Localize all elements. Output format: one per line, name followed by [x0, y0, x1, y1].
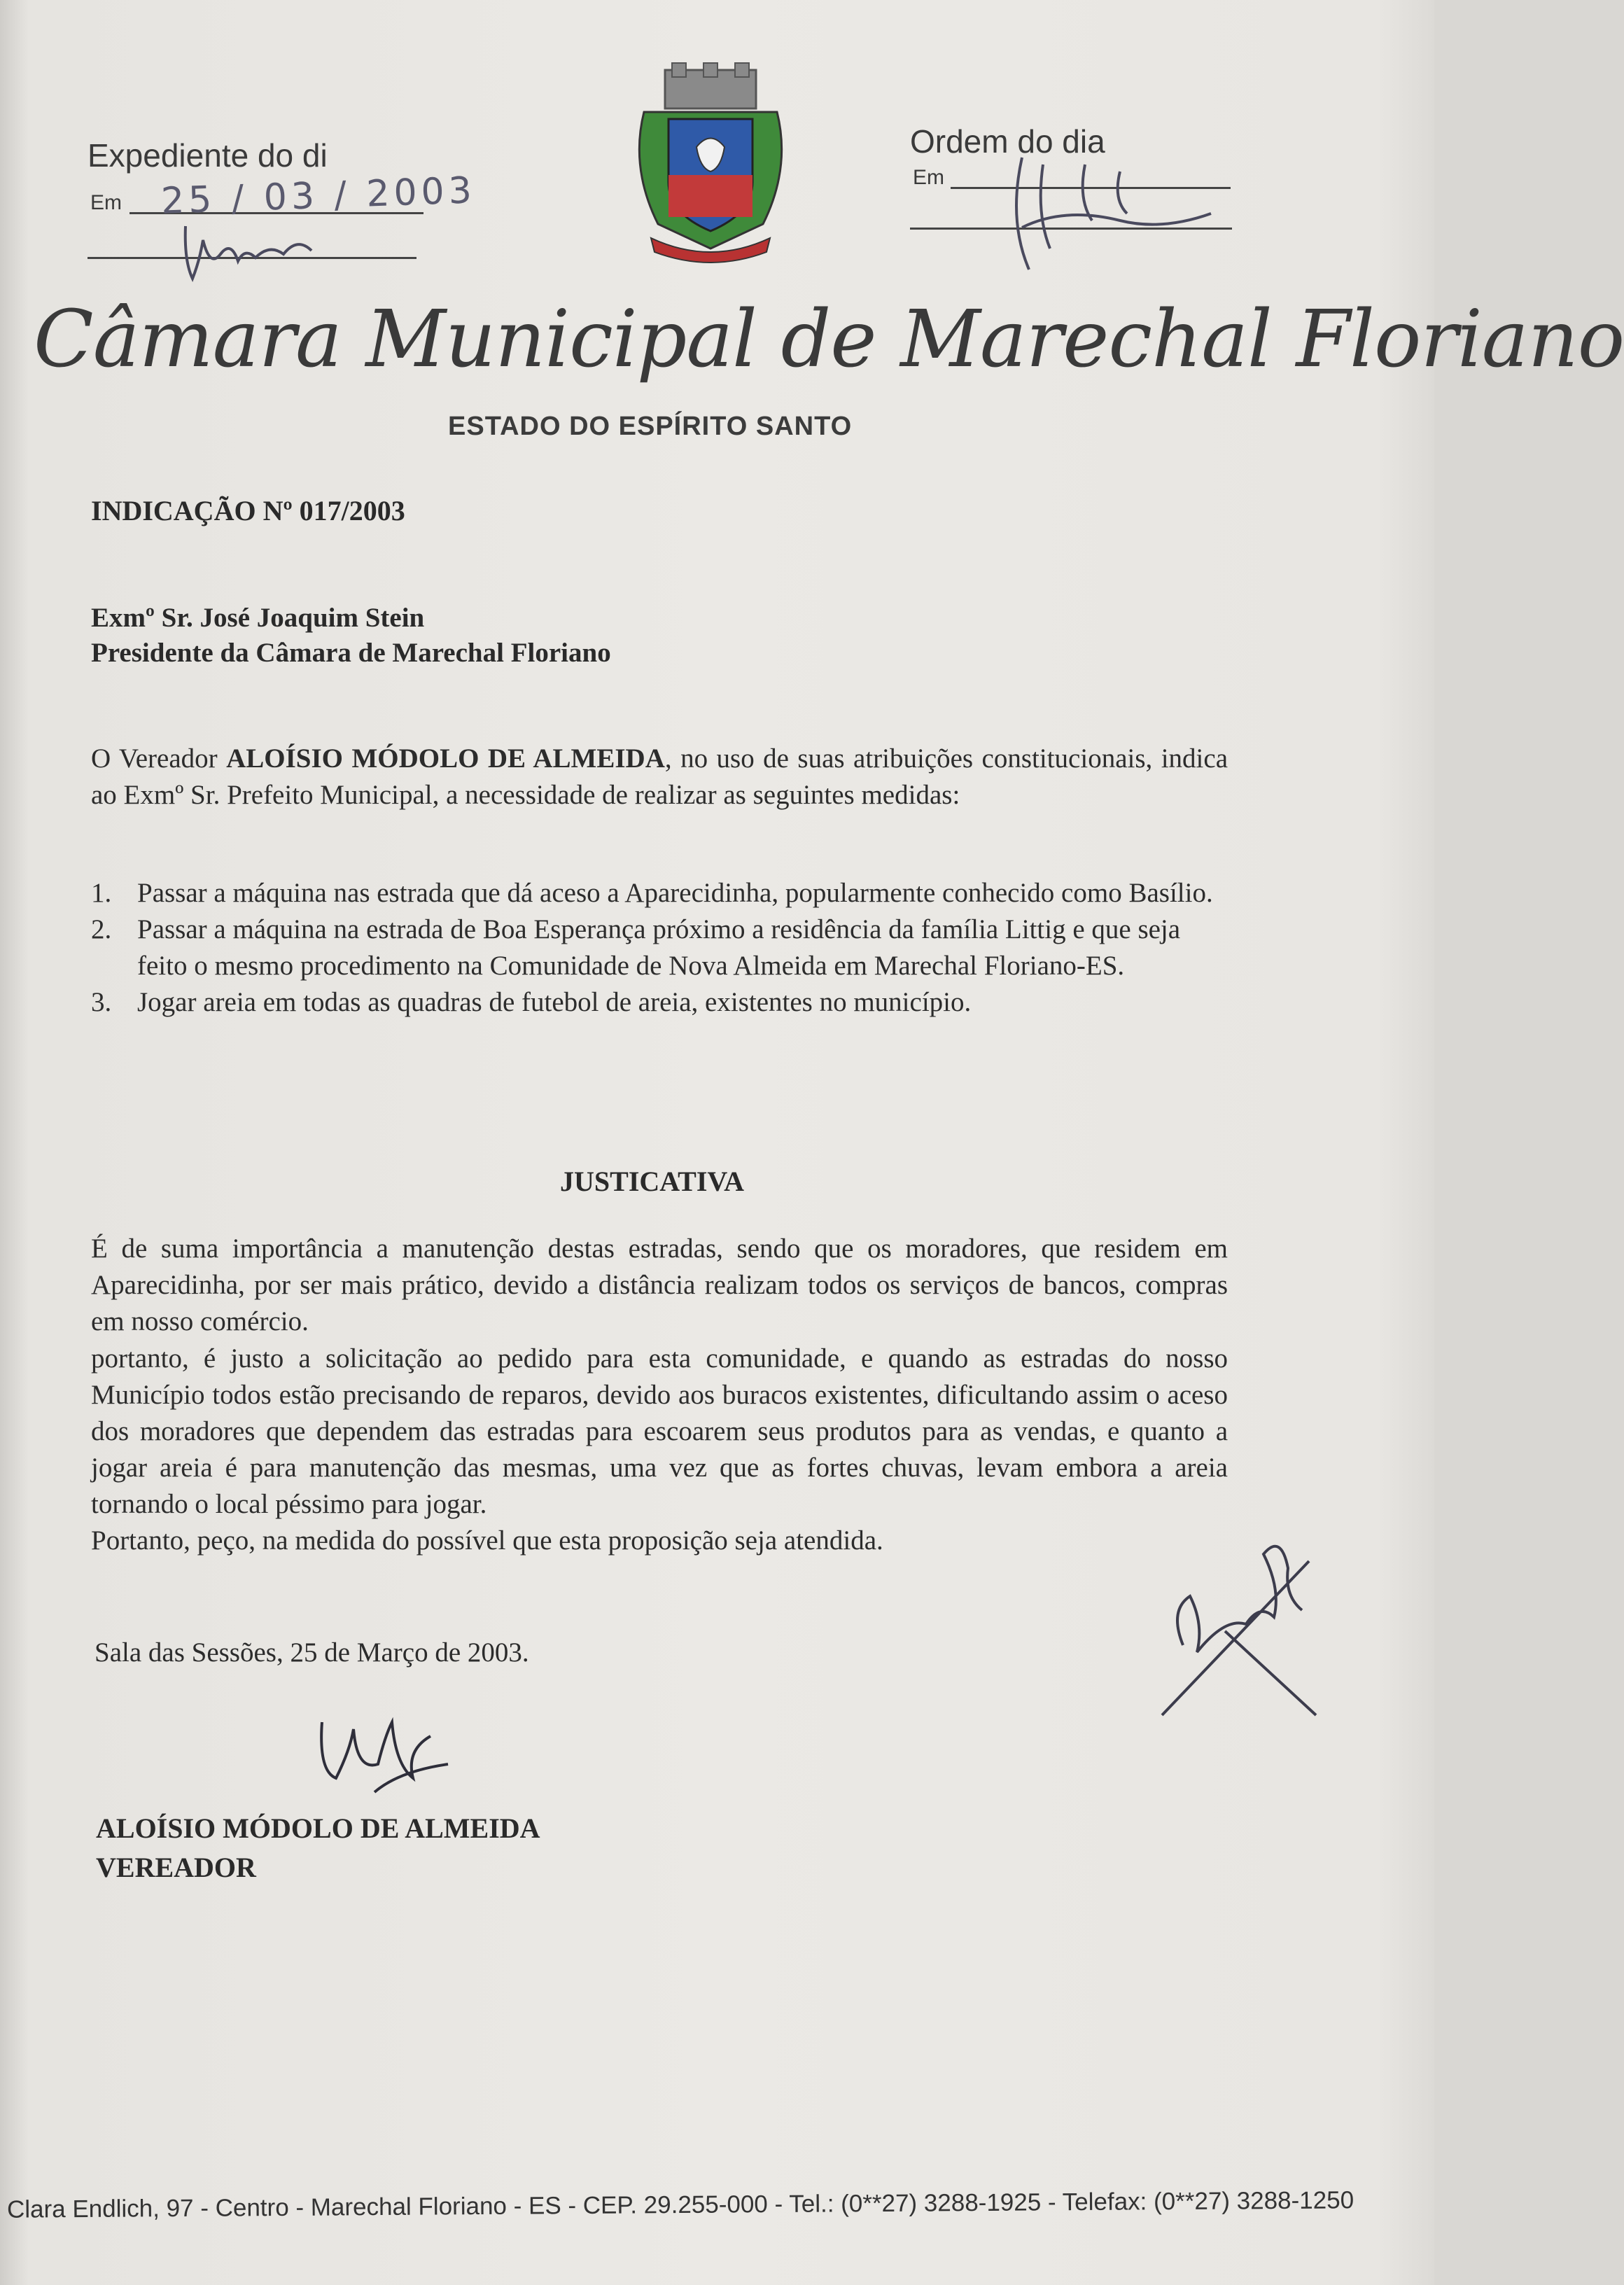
justification-paragraph-3: Portanto, peço, na medida do possível que esta proposição seja atendida. — [91, 1525, 883, 1556]
expediente-handwritten-date: 25 / 03 / 2003 — [160, 169, 477, 223]
signer-title: VEREADOR — [96, 1852, 256, 1883]
councilor-signature — [308, 1708, 462, 1813]
footer-address: Clara Endlich, 97 - Centro - Marechal Floriano - ES - CEP. 29.255-000 - Tel.: (0**27) 3288-1925 - Telefax: (0**27) 3288-1250 — [6, 2186, 1354, 2223]
justification-paragraph-1: É de suma importância a manutenção destas estradas, sendo que os moradores, que residem em Aparecidinha, por ser mais prático, devido a distância realizam todos os serviços de bancos, compras em nosso comércio. — [91, 1234, 1228, 1336]
ordem-do-dia-stamp-em-label: Em — [913, 166, 944, 189]
signer-name: ALOÍSIO MÓDOLO DE ALMEIDA — [96, 1812, 540, 1844]
list-item — [91, 984, 1228, 1021]
expediente-stamp-em-label: Em — [90, 191, 122, 214]
expediente-initials — [172, 212, 354, 289]
municipal-coat-of-arms — [616, 63, 805, 273]
expediente-stamp — [88, 137, 477, 277]
list-item — [91, 875, 1228, 911]
recipient-title: Presidente da Câmara de Marechal Floriano — [91, 638, 611, 668]
justification-heading: JUSTICATIVA — [560, 1166, 745, 1197]
ordem-do-dia-stamp-title: Ordem do dia — [910, 123, 1105, 160]
ordem-do-dia-stamp — [910, 123, 1246, 270]
state-subtitle: ESTADO DO ESPÍRITO SANTO — [448, 412, 853, 441]
intro-paragraph — [91, 741, 1228, 813]
intro-prefix: O Vereador — [91, 743, 227, 774]
institution-masthead: Câmara Municipal de Marechal Floriano — [34, 294, 1624, 385]
councilor-name: ALOÍSIO MÓDOLO DE ALMEIDA — [226, 743, 665, 774]
expediente-stamp-title: Expediente do di — [88, 137, 328, 174]
measure-text: Passar a máquina na estrada de Boa Esperança próximo a residência da família Littig e que seja feito o mesmo procedimento na Comunidade de Nova Almeida em Marechal Floriano-ES. — [137, 914, 1181, 981]
measure-number: 2. — [91, 914, 112, 944]
place-and-date: Sala das Sessões, 25 de Março de 2003. — [94, 1637, 529, 1668]
measure-number: 1. — [91, 878, 112, 908]
indication-number: INDICAÇÃO Nº 017/2003 — [91, 495, 405, 526]
intro-suffix: , no uso de suas atribuições constitucionais, indica ao Exmº Sr. Prefeito Municipal, a necessidade de realizar as seguintes medidas: — [91, 743, 1228, 810]
list-item — [91, 911, 1228, 984]
measure-number: 3. — [91, 987, 112, 1017]
measure-text: Jogar areia em todas as quadras de futebol de areia, existentes no município. — [137, 987, 972, 1017]
measure-text: Passar a máquina nas estrada que dá aceso a Aparecidinha, popularmente conhecido como Basílio. — [137, 878, 1213, 908]
justification-paragraph-2: portanto, é justo a solicitação ao pedido para esta comunidade, e quando as estradas do nosso Município todos estão precisando de reparos, devido aos buracos existentes, dificultando assim o aceso dos moradores que dependem das estradas para escoarem seus produtos para as vendas, e quanto a jogar areia é para manutenção das mesmas, uma vez que as fortes chuvas, levam embora a areia tornando o local péssimo para jogar. — [91, 1343, 1228, 1519]
recipient-name: Exmº Sr. José Joaquim Stein — [91, 603, 425, 633]
ordem-do-dia-signature — [980, 137, 1225, 277]
measures-list — [91, 875, 1228, 1021]
right-margin-signature — [1141, 1505, 1351, 1722]
